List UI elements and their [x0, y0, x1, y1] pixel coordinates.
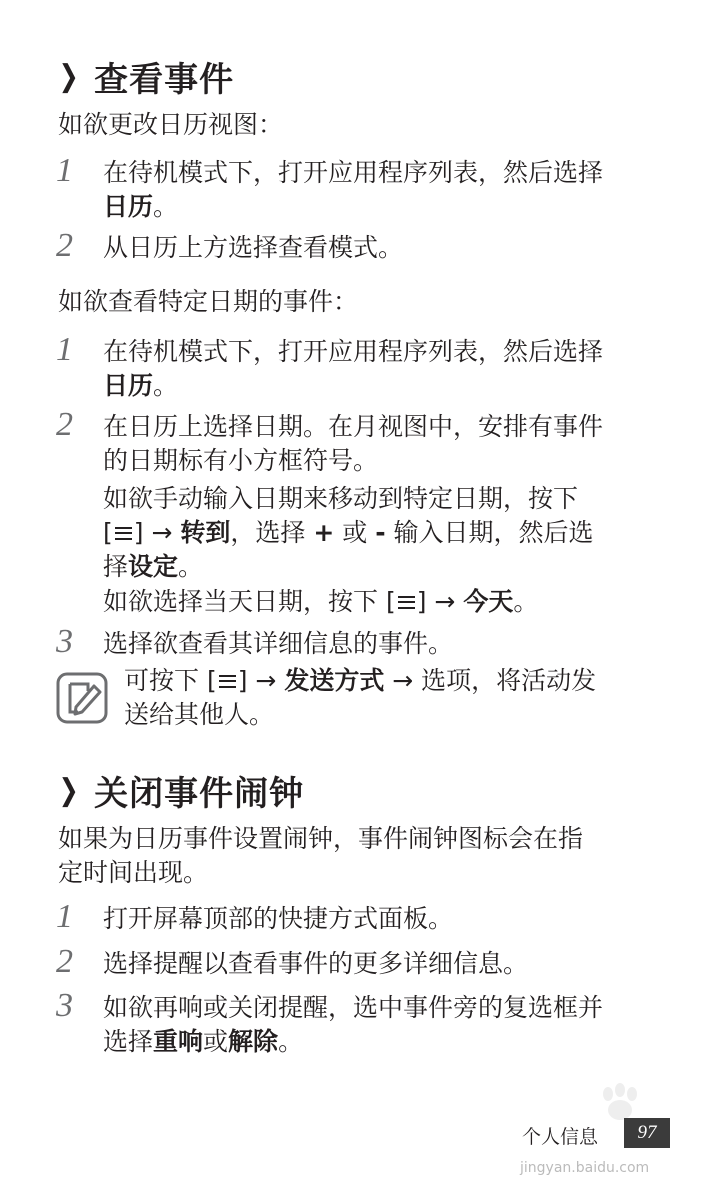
- section-heading-view-events: [56, 52, 234, 101]
- plus-symbol: +: [313, 518, 335, 547]
- step-text-line: 在待机模式下，打开应用程序列表，然后选择: [103, 337, 604, 366]
- step-text-line: 在日历上选择日期。在月视图中，安排有事件: [103, 412, 604, 441]
- punct: 。: [153, 192, 179, 221]
- note-fragment: → 选项，将活动发: [384, 666, 597, 695]
- step-fragment: 选择: [103, 1027, 154, 1056]
- page-number: 97: [624, 1118, 670, 1148]
- intro-line: 定时间出现。: [58, 858, 209, 887]
- bold-term: 今天: [463, 587, 514, 616]
- intro-text: [58, 822, 678, 890]
- step-text: [103, 156, 683, 224]
- bold-term: 重响: [153, 1027, 204, 1056]
- arrow-text: ] →: [133, 518, 181, 547]
- step-text: [103, 991, 683, 1059]
- bold-term: 设定: [128, 552, 179, 581]
- bold-term: 转到: [180, 518, 231, 547]
- bold-term: 发送方式: [284, 666, 385, 695]
- arrow-text: ] →: [237, 666, 285, 695]
- step-text-line: [103, 190, 683, 224]
- arrow-text: ] →: [416, 587, 464, 616]
- section-title: 关闭事件闹钟: [94, 774, 305, 814]
- subtext-fragment: 如欲选择当天日期，按下 [: [103, 587, 396, 616]
- step-text: 从日历上方选择查看模式。: [103, 233, 404, 262]
- chevron-right-icon: ❯: [58, 773, 80, 808]
- punct: 。: [278, 1027, 304, 1056]
- subtext-fragment: ，选择: [230, 518, 314, 547]
- note-text: [124, 664, 684, 732]
- subtext-fragment: 或: [334, 518, 376, 547]
- note-line: [124, 664, 684, 698]
- step-text-line: 如欲再响或关闭提醒，选中事件旁的复选框并: [103, 993, 604, 1022]
- step-number: 1: [56, 152, 73, 189]
- step-text-line: 在待机模式下，打开应用程序列表，然后选择: [103, 158, 604, 187]
- subtext-body: [103, 482, 683, 584]
- subtext-line: 如欲手动输入日期来移动到特定日期，按下: [103, 484, 579, 513]
- step-number: 2: [56, 227, 73, 264]
- punct: 。: [153, 371, 179, 400]
- bracket: [: [103, 518, 113, 547]
- intro-text: 如欲查看特定日期的事件：: [58, 287, 359, 316]
- subtext-line: [103, 550, 683, 584]
- punct: 。: [513, 587, 539, 616]
- footer-section-label: 个人信息: [522, 1126, 599, 1148]
- step-number: 1: [56, 898, 73, 935]
- punct: 。: [178, 552, 204, 581]
- step-number: 2: [56, 943, 73, 980]
- step-number: 2: [56, 406, 73, 443]
- bold-term: 日历: [103, 371, 154, 400]
- menu-key-icon: [115, 527, 132, 542]
- step-text: [103, 335, 683, 403]
- note-fragment: 可按下 [: [124, 666, 217, 695]
- subtext-line: [103, 516, 683, 550]
- step-text: [103, 410, 683, 478]
- note-line: 送给其他人。: [124, 700, 275, 729]
- step-text: 选择欲查看其详细信息的事件。: [103, 629, 454, 658]
- section-heading-close-alarm: [56, 766, 304, 815]
- subtext-fragment: 输入日期，然后选: [385, 518, 594, 547]
- menu-key-icon: [219, 675, 236, 690]
- intro-text: 如欲更改日历视图：: [58, 110, 284, 139]
- step-text-line: [103, 369, 683, 403]
- menu-key-icon: [398, 596, 415, 611]
- step-text: 选择提醒以查看事件的更多详细信息。: [103, 949, 529, 978]
- note-pencil-icon: [56, 672, 108, 724]
- step-text-line: [103, 1025, 683, 1059]
- bold-term: 解除: [228, 1027, 279, 1056]
- step-number: 3: [56, 987, 73, 1024]
- step-number: 1: [56, 331, 73, 368]
- step-text-line: 的日期标有小方框符号。: [103, 446, 379, 475]
- step-number: 3: [56, 623, 73, 660]
- section-title: 查看事件: [94, 60, 235, 100]
- step-text: 打开屏幕顶部的快捷方式面板。: [103, 904, 454, 933]
- bold-term: 日历: [103, 192, 154, 221]
- step-fragment: 或: [203, 1027, 229, 1056]
- chevron-right-icon: ❯: [58, 59, 80, 94]
- subtext-fragment: 择: [103, 552, 129, 581]
- subtext-line: [103, 585, 683, 619]
- watermark-text: jingyan.baidu.com: [520, 1160, 650, 1176]
- minus-symbol: -: [375, 518, 386, 547]
- intro-line: 如果为日历事件设置闹钟，事件闹钟图标会在指: [58, 824, 584, 853]
